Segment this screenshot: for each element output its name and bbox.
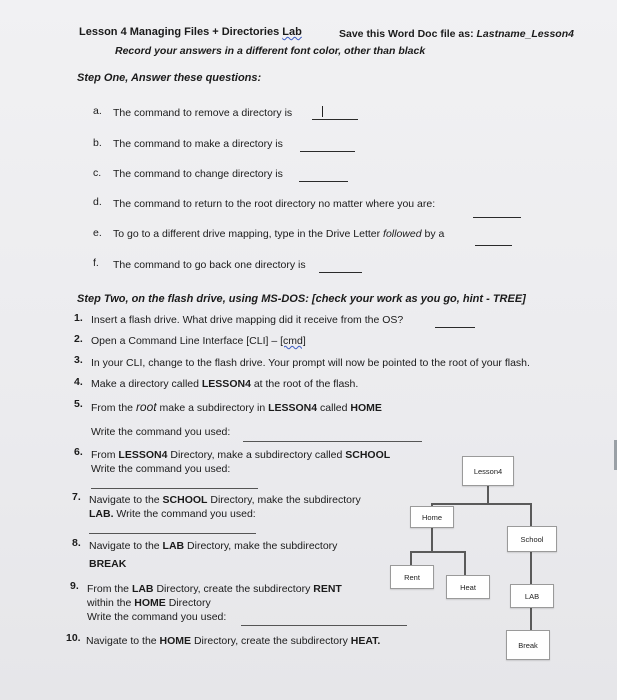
tree-line-to-lab xyxy=(530,549,532,585)
answer-blank-9[interactable] xyxy=(241,625,407,626)
item-8-text xyxy=(89,540,337,553)
question-a-label: a. xyxy=(93,105,102,117)
tree-line-home-horizontal xyxy=(410,551,466,553)
item-8-bold: LAB xyxy=(162,540,185,552)
question-c-text: The command to change directory is xyxy=(113,168,283,180)
tree-line-root-down xyxy=(487,483,489,505)
answer-blank-a[interactable] xyxy=(312,119,358,120)
title-text: Lesson 4 Managing Files + Directories xyxy=(79,26,283,38)
answer-blank-d[interactable] xyxy=(473,217,521,218)
question-b-label: b. xyxy=(93,137,102,149)
item-6-b: Directory, make a subdirectory called xyxy=(167,449,346,461)
text-cursor xyxy=(322,106,323,117)
item-4-b: at the root of the flash. xyxy=(250,378,359,390)
item-5-number: 5. xyxy=(74,398,83,410)
item-5-bold: LESSON4 xyxy=(268,402,318,414)
save-instruction xyxy=(339,28,574,41)
step-one-heading: Step One, Answer these questions: xyxy=(77,72,262,84)
item-4-text xyxy=(91,378,358,391)
title-lab-word: Lab xyxy=(282,26,302,38)
item-4-a: Make a directory called xyxy=(91,378,202,390)
question-e-label: e. xyxy=(93,227,102,239)
answer-blank-c[interactable] xyxy=(299,181,348,182)
item-7-lab: LAB. xyxy=(89,508,114,520)
item-5-write-label: Write the command you used: xyxy=(91,426,231,438)
answer-blank-5[interactable] xyxy=(243,441,422,442)
item-6-number: 6. xyxy=(74,446,83,458)
question-e-text xyxy=(113,228,444,241)
item-5-b: make a subdirectory in xyxy=(156,402,269,414)
item-10-text xyxy=(86,635,380,648)
question-b-text: The command to make a directory is xyxy=(113,138,283,150)
item-5-a: From the xyxy=(91,402,136,414)
step-two-heading-d: : [check your work as you go, hint - TREE] xyxy=(305,293,526,305)
tree-node-lesson4: Lesson4 xyxy=(462,456,514,486)
item-9-write-label: Write the command you used: xyxy=(87,611,227,623)
item-9-within: within the xyxy=(87,597,135,609)
item-6-text xyxy=(91,449,390,462)
question-e-part1: To go to a different drive mapping, type in the Drive Letter xyxy=(113,228,384,240)
item-6-bold2: SCHOOL xyxy=(345,449,391,461)
item-10-bold2: HEAT. xyxy=(350,635,381,647)
question-e-part2: by a xyxy=(421,228,445,240)
question-a-text: The command to remove a directory is xyxy=(113,107,293,119)
answer-blank-6[interactable] xyxy=(91,488,258,489)
item-3-text: In your CLI, change to the flash drive. Your prompt will now be pointed to the root of your flash. xyxy=(91,357,530,369)
item-8-a: Navigate to the xyxy=(89,540,163,552)
item-7-write-label: Write the command you used: xyxy=(113,508,256,520)
item-10-b: Directory, create the subdirectory xyxy=(191,635,351,647)
document-subtitle: Record your answers in a different font color, other than black xyxy=(115,45,426,57)
question-d-text: The command to return to the root directory no matter where you are: xyxy=(113,198,436,210)
item-10-number: 10. xyxy=(66,632,81,644)
item-9-bold2: RENT xyxy=(313,583,342,595)
item-4-bold: LESSON4 xyxy=(201,378,251,390)
item-8-break: BREAK xyxy=(89,558,127,570)
item-7-bold: SCHOOL xyxy=(162,494,208,506)
item-5-bold2: HOME xyxy=(350,402,382,414)
tree-node-heat: Heat xyxy=(446,575,490,599)
question-c-label: c. xyxy=(93,167,102,179)
question-f-text: The command to go back one directory is xyxy=(113,259,306,271)
step-two-heading-c: , using MS-DOS xyxy=(222,293,306,305)
answer-blank-1[interactable] xyxy=(435,327,475,328)
item-5-c: called xyxy=(317,402,351,414)
item-2-part: Open a Command Line Interface [CLI] – xyxy=(91,335,281,347)
tree-node-break: Break xyxy=(506,630,550,660)
item-9-home: HOME xyxy=(134,597,166,609)
tree-node-school: School xyxy=(507,526,557,552)
answer-blank-b[interactable] xyxy=(300,151,355,152)
item-7-a: Navigate to the xyxy=(89,494,163,506)
item-10-bold: HOME xyxy=(159,635,192,647)
tree-node-home: Home xyxy=(410,506,454,528)
tree-line-root-horizontal xyxy=(431,503,532,505)
save-filename: Lastname_Lesson4 xyxy=(476,28,574,40)
item-2-text xyxy=(91,335,306,348)
item-7-line2 xyxy=(89,508,256,521)
item-1-text: Insert a flash drive. What drive mapping did it receive from the OS? xyxy=(91,314,404,326)
item-9-b: Directory, create the subdirectory xyxy=(153,583,314,595)
item-9-number: 9. xyxy=(70,580,79,592)
item-9-text xyxy=(87,583,342,596)
item-8-b: Directory, make the subdirectory xyxy=(184,540,338,552)
item-9-directory: Directory xyxy=(165,597,211,609)
item-10-a: Navigate to the xyxy=(86,635,160,647)
question-f-label: f. xyxy=(93,257,99,269)
item-7-b: Directory, make the subdirectory xyxy=(207,494,361,506)
tree-line-home-down xyxy=(431,527,433,553)
item-1-number: 1. xyxy=(74,312,83,324)
item-8-number: 8. xyxy=(72,537,81,549)
question-d-label: d. xyxy=(93,196,102,208)
item-5-text xyxy=(91,401,382,415)
step-two-heading xyxy=(77,293,526,306)
cmd-word: [cmd] xyxy=(280,335,306,347)
answer-blank-e[interactable] xyxy=(475,245,512,246)
item-7-text xyxy=(89,494,361,507)
answer-blank-7[interactable] xyxy=(89,533,256,534)
item-2-number: 2. xyxy=(74,333,83,345)
save-prefix: Save this Word Doc file as: xyxy=(339,28,477,40)
tree-line-to-break xyxy=(530,604,532,632)
step-two-heading-a: Step Two, on the xyxy=(77,293,168,305)
item-9-bold: LAB xyxy=(131,583,154,595)
item-6-bold: LESSON4 xyxy=(118,449,168,461)
question-e-italic: followed xyxy=(383,228,422,240)
answer-blank-f[interactable] xyxy=(319,272,362,273)
item-5-italic: root xyxy=(135,400,157,414)
item-6-write-label: Write the command you used: xyxy=(91,463,231,475)
item-3-number: 3. xyxy=(74,354,83,366)
item-4-number: 4. xyxy=(74,376,83,388)
document-title xyxy=(79,26,302,39)
tree-line-to-rent xyxy=(410,551,412,566)
item-9-a: From the xyxy=(87,583,132,595)
tree-line-to-heat xyxy=(464,551,466,576)
item-6-a: From xyxy=(91,449,119,461)
tree-node-rent: Rent xyxy=(390,565,434,589)
item-9-line2 xyxy=(87,597,211,610)
item-7-number: 7. xyxy=(72,491,81,503)
tree-node-lab: LAB xyxy=(510,584,554,608)
step-two-heading-b: flash drive xyxy=(167,293,223,305)
